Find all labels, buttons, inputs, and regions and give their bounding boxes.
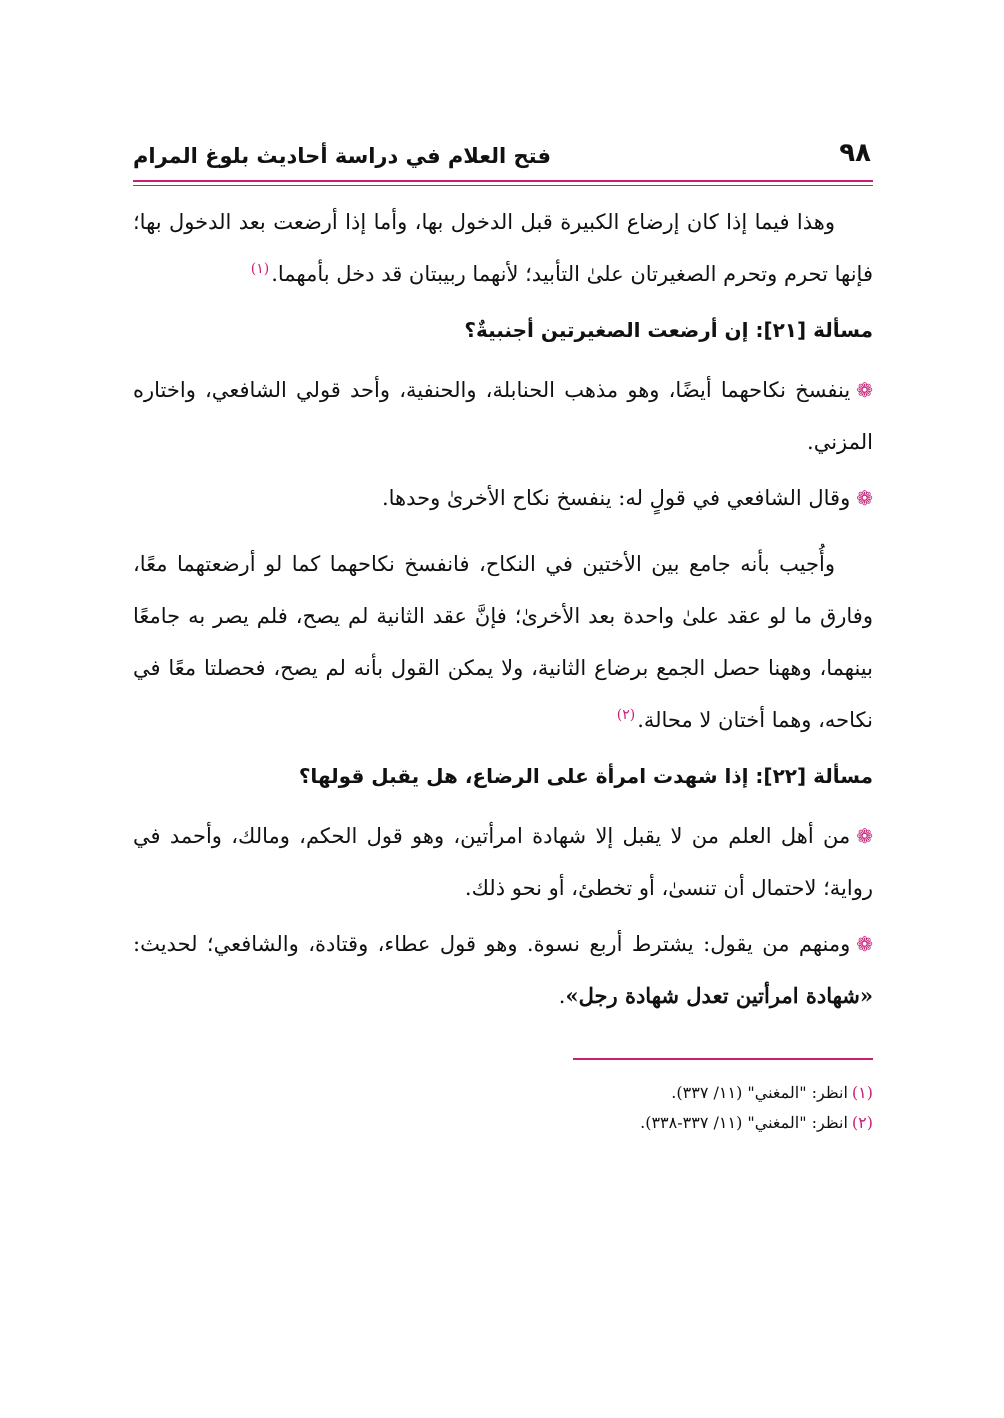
page-body [133,196,873,1022]
hadith-quote: «شهادة امرأتين تعدل شهادة رجل» [565,983,873,1008]
footnotes [133,1078,873,1138]
list-item-text: ينفسخ نكاحهما أيضًا، وهو مذهب الحنابلة، والحنفية، وأحد قولي الشافعي، واختاره المزني. [133,378,873,454]
flower-bullet-icon: ❁ [856,824,873,848]
footnote-ref: (١) [250,261,270,277]
header-rule [133,180,873,182]
spacer [133,528,873,538]
paragraph-text: وهذا فيما إذا كان إرضاع الكبيرة قبل الدخول بها، وأما إذا أرضعت بعد الدخول بها؛ فإنها تحرم وتحرم الصغيرتان علىٰ التأبيد؛ لأنهما ربيبتان قد دخل بأمهما. [133,210,873,286]
header-rule-thin [133,185,873,186]
list-item [133,918,873,1022]
flower-bullet-icon: ❁ [856,378,873,402]
paragraph-text: وأُجيب بأنه جامع بين الأختين في النكاح، فانفسخ نكاحهما كما لو أرضعتهما معًا، وفارق ما لو عقد علىٰ واحدة بعد الأخرىٰ؛ فإنَّ عقد الثانية لم يصح، فلم يصر به جامعًا بينهما، وههنا حصل الجمع برضاع الثانية، ولا يمكن القول بأنه لم يصح، فحصلتا معًا في نكاحه، وهما أختان لا محالة. [133,552,873,732]
book-title: فتح العلام في دراسة أحاديث بلوغ المرام [133,144,551,168]
footnote-number: (١) [851,1083,873,1102]
footnote-text: انظر: "المغني" (١١/ ٣٣٧-٣٣٨). [640,1113,848,1132]
list-item [133,472,873,524]
document-page [133,120,873,1138]
flower-bullet-icon: ❁ [856,486,873,510]
list-item-end: . [558,984,566,1008]
footnote-number: (٢) [851,1113,873,1132]
paragraph [133,196,873,300]
footnote-text: انظر: "المغني" (١١/ ٣٣٧). [671,1083,848,1102]
section-heading: مسألة [٢٢]: إذا شهدت امرأة على الرضاع، هل يقبل قولها؟ [298,764,873,788]
footnote-ref: (٢) [616,707,636,723]
page-header [133,120,873,168]
list-item [133,810,873,914]
footnote-rule [573,1058,873,1060]
list-item-text: ومنهم من يقول: يشترط أربع نسوة. وهو قول عطاء، وقتادة، والشافعي؛ لحديث: [133,932,851,956]
footnote [133,1078,873,1108]
page-number: ٩٨ [839,138,871,168]
flower-bullet-icon: ❁ [856,932,873,956]
list-item [133,364,873,468]
section-heading: مسألة [٢١]: إن أرضعت الصغيرتين أجنبيةٌ؟ [464,318,873,342]
list-item-text: من أهل العلم من لا يقبل إلا شهادة امرأتين، وهو قول الحكم، ومالك، وأحمد في رواية؛ لاحتمال أن تنسىٰ، أو تخطئ، أو نحو ذلك. [133,824,873,900]
footnote [133,1108,873,1138]
paragraph [133,538,873,746]
list-item-text: وقال الشافعي في قولٍ له: ينفسخ نكاح الأخرىٰ وحدها. [381,486,851,510]
